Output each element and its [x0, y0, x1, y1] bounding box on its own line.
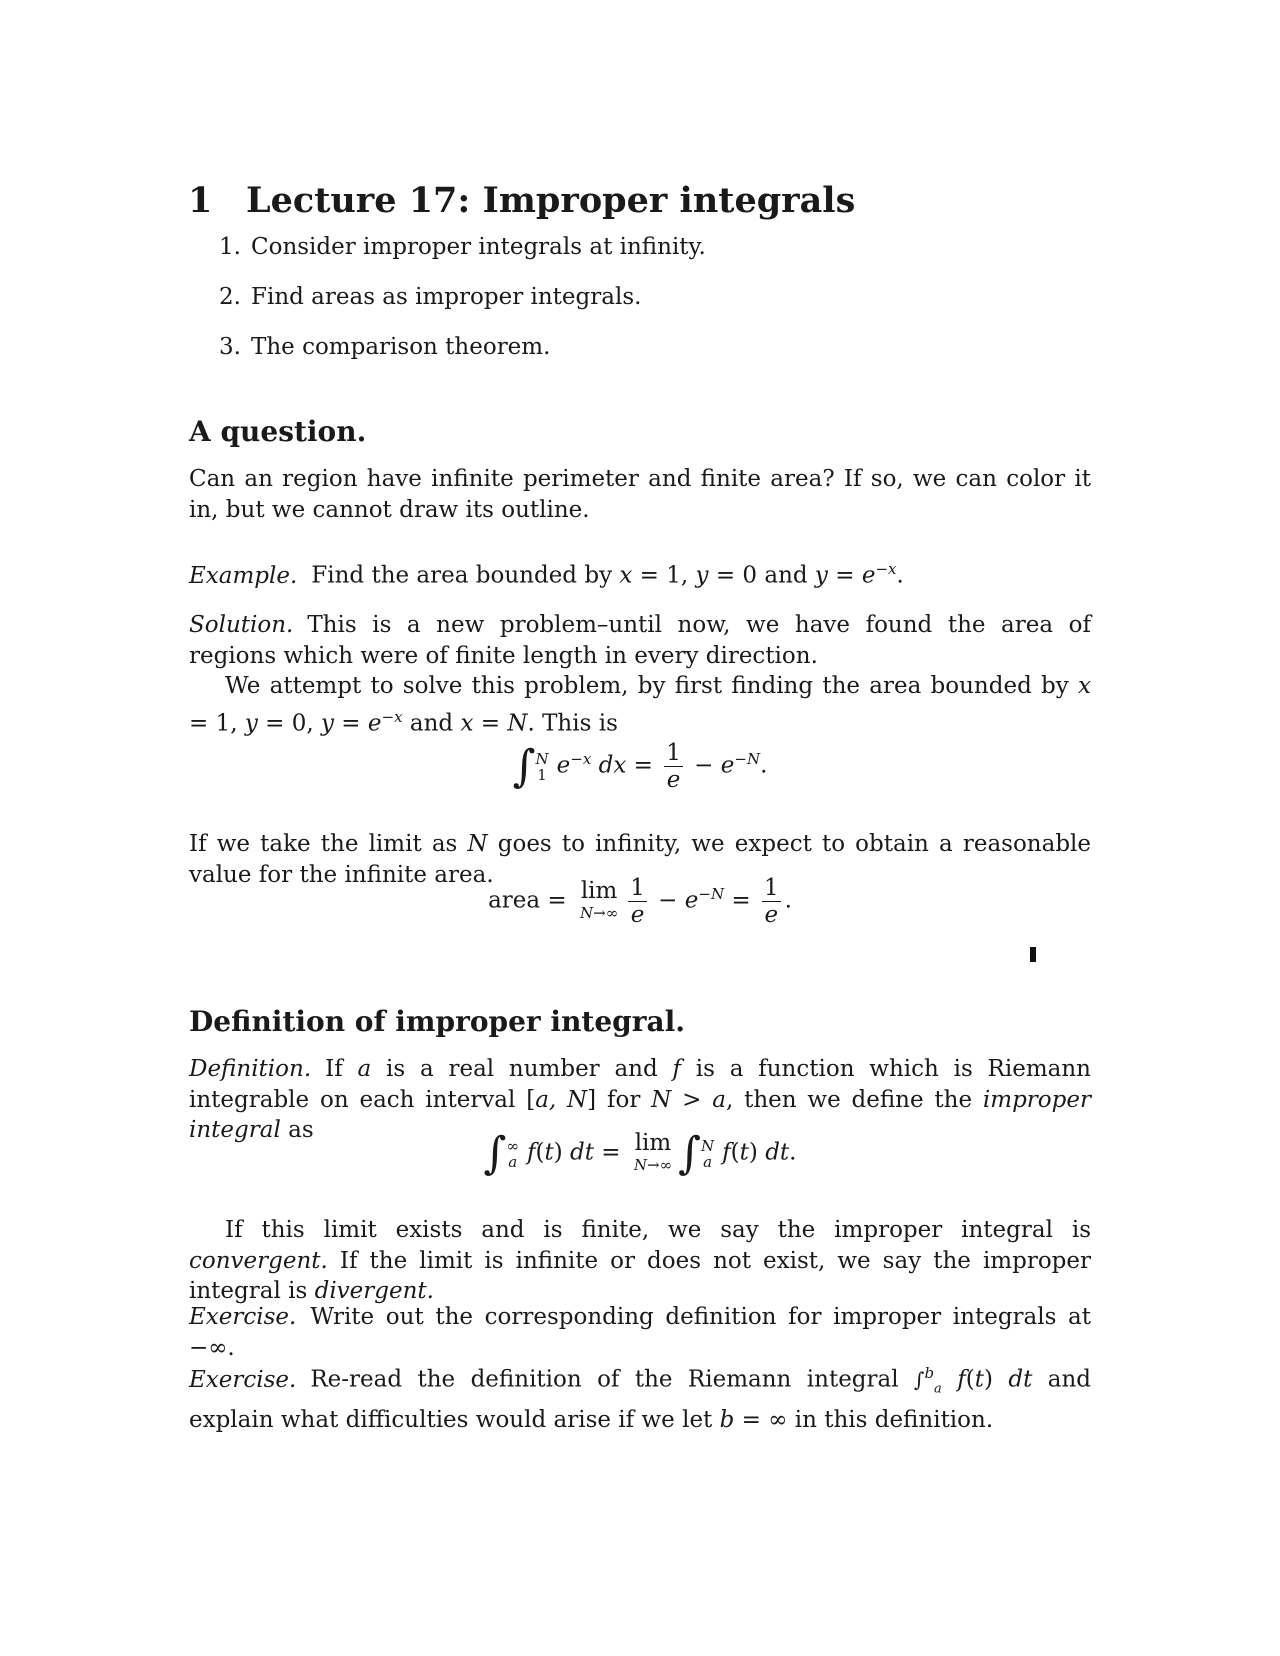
equation-finite-integral: ∫ N 1 $e^{-x}$ dx = $\frac{1}{e}$ − $e^{-N}$.: [512, 740, 768, 793]
definition-heading: Definition of improper integral.: [189, 1005, 686, 1038]
definition-paragraph: Definition. If a is a real number and f is a function which is Riemann integrable on each interval [a, N] for N > a, then we define the improper integral as: [189, 1056, 1091, 1143]
list-item: 2. Find areas as improper integrals.: [219, 284, 642, 310]
example-paragraph: Example. Find the area bounded by x = 1, y = 0 and $y = e^{-x}$.: [189, 560, 904, 589]
question-paragraph: Can an region have infinite perimeter and finite area? If so, we can color it in, but we cannot draw its outline.: [189, 466, 1091, 523]
limit-paragraph: If we take the limit as N goes to infinity, we expect to obtain a reasonable value for the infinite area.: [189, 831, 1092, 888]
exercise-paragraph-2: Exercise. Re-read the definition of the Riemann integral ∫$^b_a$ f(t) dt and explain what difficulties would arise if we let b = ∞ in this definition.: [189, 1364, 1092, 1433]
list-item: 3. The comparison theorem.: [219, 334, 551, 360]
section-number: 1: [188, 180, 213, 221]
solution-paragraph-2: We attempt to solve this problem, by first finding the area bounded by x = 1, y = 0, $y = e^{-x}$ and x = N. This is: [189, 673, 1091, 737]
equation-improper-definition: ∫ ∞ a f(t) dt = lim N→∞ ∫ N a f(t) dt.: [483, 1128, 797, 1179]
question-heading: A question.: [189, 415, 367, 448]
exercise-paragraph-1: Exercise. Write out the corresponding definition for improper integrals at −∞.: [189, 1304, 1091, 1361]
equation-area-limit: area = lim N→∞ $\frac{1}{e}$ − $e^{-N}$ = $\frac{1}{e}$ .: [488, 875, 792, 928]
qed-mark: [1030, 947, 1036, 962]
section-title-text: Lecture 17: Improper integrals: [246, 180, 856, 221]
convergence-paragraph: If this limit exists and is finite, we say the improper integral is convergent. If the limit is infinite or does not exist, we say the improper integral is divergent.: [189, 1217, 1091, 1304]
section-title: [188, 180, 855, 221]
list-item: 1. Consider improper integrals at infinity.: [219, 234, 706, 260]
solution-paragraph: Solution. This is a new problem–until now, we have found the area of regions which were of finite length in every direction.: [189, 612, 1091, 669]
